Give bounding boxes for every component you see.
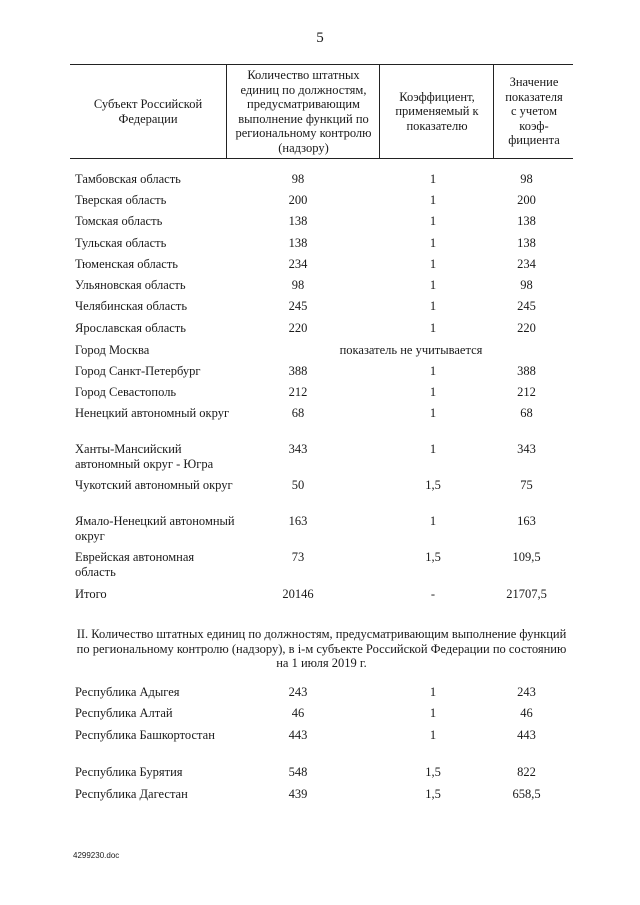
- row-staff-count: 50: [291, 478, 305, 492]
- row-coefficient: 1: [429, 172, 437, 186]
- row-coefficient: 1: [429, 385, 437, 399]
- row-coefficient: 1: [429, 257, 437, 271]
- row-subject: Ямало-Ненецкий автономный округ: [75, 514, 235, 543]
- row-subject: Республика Башкортостан: [75, 728, 215, 742]
- row-adjusted-value: 46: [520, 706, 533, 720]
- row-adjusted-value: 98: [520, 278, 533, 292]
- row-adjusted-value: 343: [517, 442, 536, 456]
- row-subject: Город Севастополь: [75, 385, 177, 399]
- row-staff-count: 20146: [282, 587, 314, 601]
- row-staff-count: 200: [288, 193, 308, 207]
- row-staff-count: 73: [291, 550, 305, 564]
- row-coefficient: 1: [429, 364, 437, 378]
- row-coefficient: 1: [429, 278, 437, 292]
- row-staff-count: 220: [288, 321, 308, 335]
- row-staff-count: 243: [288, 685, 308, 699]
- row-coefficient: 1: [429, 236, 437, 250]
- row-subject: Тульская область: [75, 236, 167, 250]
- row-subject: Ульяновская область: [75, 278, 186, 292]
- row-adjusted-value: 388: [517, 364, 536, 378]
- row-subject: Республика Алтай: [75, 706, 173, 720]
- row-subject: Челябинская область: [75, 299, 188, 313]
- row-subject: Итого: [75, 587, 107, 601]
- row-staff-count: 68: [291, 406, 305, 420]
- row-staff-count: 46: [291, 706, 305, 720]
- row-subject: Тюменская область: [75, 257, 178, 271]
- row-staff-count: 439: [288, 787, 308, 801]
- row-staff-count: 443: [288, 728, 308, 742]
- row-subject: Тамбовская область: [75, 172, 181, 186]
- row-adjusted-value: 658,5: [512, 787, 541, 801]
- table-header: [70, 64, 573, 159]
- row-coefficient: 1: [429, 214, 437, 228]
- row-coefficient: 1: [429, 685, 437, 699]
- row-subject: Чукотский автономный округ: [75, 478, 233, 492]
- row-adjusted-value: 109,5: [512, 550, 541, 564]
- row-staff-count: 98: [291, 278, 305, 292]
- row-coefficient: -: [430, 587, 436, 601]
- row-adjusted-value: 245: [517, 299, 536, 313]
- row-coefficient: 1: [429, 193, 437, 207]
- row-staff-count: 163: [288, 514, 308, 528]
- header-subject: Субъект Российской Федерации: [93, 97, 203, 126]
- row-coefficient: 1: [429, 706, 437, 720]
- row-adjusted-value: 138: [517, 236, 536, 250]
- row-coefficient: 1,5: [425, 550, 441, 564]
- row-adjusted-value: 68: [520, 406, 533, 420]
- row-staff-count: 138: [288, 236, 308, 250]
- row-staff-count: 343: [288, 442, 308, 456]
- row-adjusted-value: 822: [517, 765, 536, 779]
- row-coefficient: 1,5: [425, 478, 441, 492]
- header-adjusted-value: Значение показателя с учетом коэф-фициента: [493, 65, 574, 158]
- row-staff-count: 138: [288, 214, 308, 228]
- row-adjusted-value: 75: [520, 478, 533, 492]
- row-adjusted-value: 212: [517, 385, 536, 399]
- row-coefficient: 1: [429, 514, 437, 528]
- row-subject: Тверская область: [75, 193, 167, 207]
- row-staff-count: 548: [288, 765, 308, 779]
- row-coefficient: 1: [429, 321, 437, 335]
- row-adjusted-value: 98: [520, 172, 533, 186]
- header-staff-count: Количество штатных единиц по должностям, предусматривающим выполнение функций по региональному контролю (надзору): [226, 65, 380, 158]
- page-number: 5: [316, 30, 324, 46]
- row-coefficient: 1,5: [425, 787, 441, 801]
- row-coefficient: 1: [429, 442, 437, 456]
- row-adjusted-value: 163: [517, 514, 536, 528]
- document-code: 4299230.doc: [73, 851, 120, 860]
- row-staff-count: 98: [291, 172, 305, 186]
- row-coefficient: 1,5: [425, 765, 441, 779]
- row-coefficient: 1: [429, 406, 437, 420]
- row-coefficient: 1: [429, 728, 437, 742]
- row-subject: Республика Дагестан: [75, 787, 188, 801]
- row-subject: Ненецкий автономный округ: [75, 406, 230, 420]
- section-title: II. Количество штатных единиц по должностям, предусматривающим выполнение функций по региональному контролю (надзору), в i-м субъекте Российской Федерации по состоянию на 1 июля 2019 г.: [76, 627, 567, 670]
- row-adjusted-value: 220: [517, 321, 536, 335]
- row-subject: Республика Адыгея: [75, 685, 180, 699]
- row-staff-count: 388: [288, 364, 308, 378]
- row-adjusted-value: 243: [517, 685, 536, 699]
- row-staff-count: 245: [288, 299, 308, 313]
- row-coefficient: 1: [429, 299, 437, 313]
- row-adjusted-value: 138: [517, 214, 536, 228]
- row-subject: Город Москва: [75, 343, 150, 357]
- row-subject: Город Санкт-Петербург: [75, 364, 201, 378]
- row-staff-count: 234: [288, 257, 308, 271]
- row-subject: Еврейская автономная область: [75, 550, 195, 579]
- row-adjusted-value: 234: [517, 257, 536, 271]
- row-subject: Томская область: [75, 214, 163, 228]
- row-subject: Республика Бурятия: [75, 765, 183, 779]
- row-subject: Ярославская область: [75, 321, 186, 335]
- row-adjusted-value: 443: [517, 728, 536, 742]
- row-staff-count: 212: [288, 385, 308, 399]
- row-note: показатель не учитывается: [339, 343, 483, 357]
- row-adjusted-value: 200: [517, 193, 536, 207]
- row-subject: Ханты-Мансийский автономный округ - Югра: [75, 442, 214, 471]
- header-coefficient: Коэффициент, применяемый к показателю: [379, 65, 494, 158]
- row-adjusted-value: 21707,5: [506, 587, 547, 601]
